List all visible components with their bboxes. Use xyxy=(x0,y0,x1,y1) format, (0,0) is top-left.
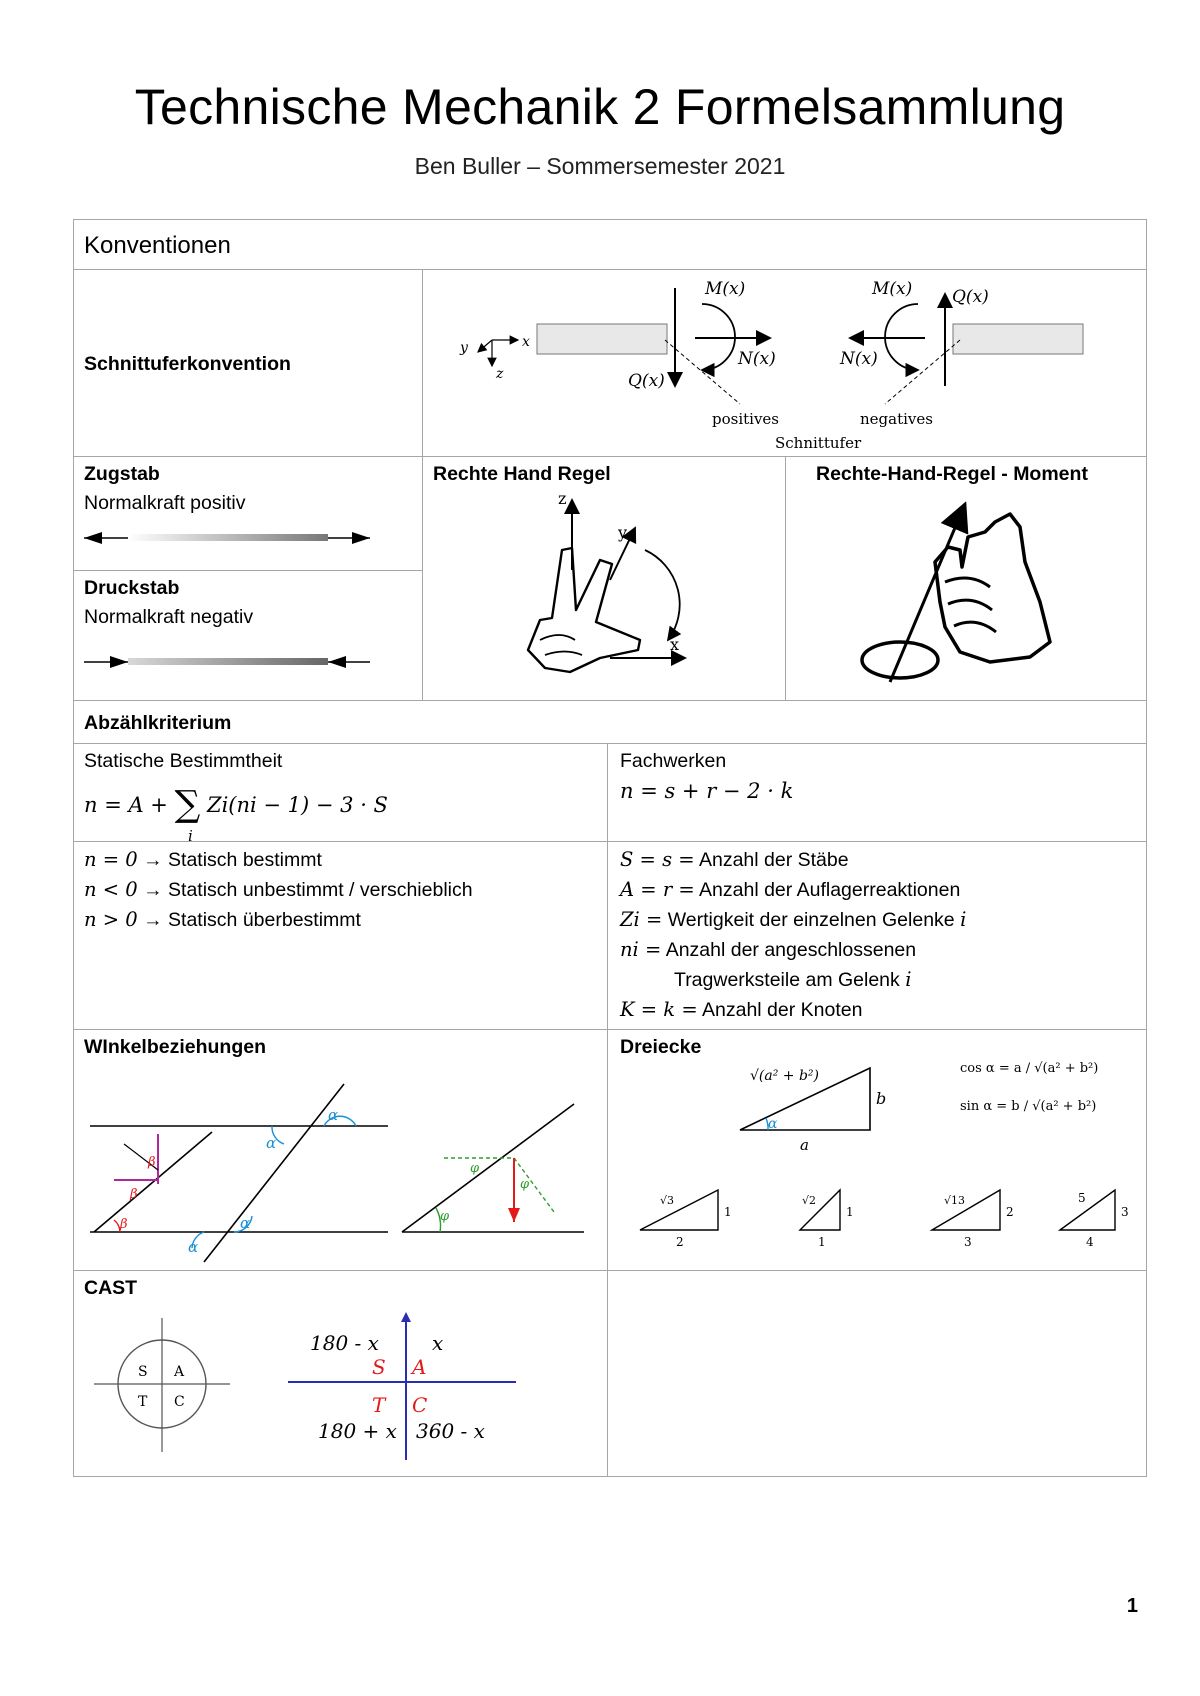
beta-label-2: β xyxy=(130,1187,138,1202)
dreiecke-diagram xyxy=(620,1038,1145,1268)
quadrant-2-letter: S xyxy=(372,1355,386,1379)
quadrant-3-letter: T xyxy=(372,1393,386,1417)
phi-label-2: φ xyxy=(470,1161,480,1176)
small-triangle-4 xyxy=(1060,1190,1129,1249)
right-hand-moment-icon xyxy=(850,492,1090,697)
beam-left xyxy=(537,324,667,354)
small-triangle-2 xyxy=(800,1190,854,1249)
page-subtitle: Ben Buller – Sommersemester 2021 xyxy=(414,153,786,179)
cos-formula: cos α = a / √(a² + b²) xyxy=(960,1061,1099,1076)
schnittufer-diagram xyxy=(440,274,1120,454)
condition-item: n > 0 → Statisch überbestimmt xyxy=(84,908,361,931)
right-hand-rule-icon xyxy=(500,490,700,690)
svg-text:1: 1 xyxy=(724,1205,732,1219)
svg-text:1: 1 xyxy=(846,1205,854,1219)
axis-z-label: z xyxy=(496,366,504,382)
axis-x-label: x xyxy=(522,334,530,350)
quadrant-1-expr: x xyxy=(432,1331,444,1355)
sin-formula: sin α = b / √(a² + b²) xyxy=(960,1099,1097,1114)
condition-item: n < 0 → Statisch unbestimmt / verschieblich xyxy=(84,878,473,901)
definition-item: K = k = Anzahl der Knoten xyxy=(620,998,863,1021)
section-heading-abzaehlkriterium: Abzählkriterium xyxy=(84,712,232,734)
cast-letter-s: S xyxy=(138,1364,148,1380)
beam-right xyxy=(953,324,1083,354)
schnittufer-caption: Schnittufer xyxy=(775,434,862,452)
small-triangle-3 xyxy=(932,1190,1014,1249)
negatives-caption: negatives xyxy=(860,410,933,428)
quadrant-4-letter: C xyxy=(412,1393,428,1417)
winkel-diagram xyxy=(84,1072,604,1267)
definition-item: Tragwerksteile am Gelenk i xyxy=(674,968,912,991)
coordinate-axes-icon xyxy=(459,334,530,382)
cast-letter-a: A xyxy=(174,1364,185,1380)
winkel-title: WInkelbeziehungen xyxy=(84,1036,267,1058)
rechte-hand-moment-title: Rechte-Hand-Regel - Moment xyxy=(816,463,1088,485)
small-triangle-1 xyxy=(640,1190,732,1249)
quadrant-3-expr: 180 + x xyxy=(318,1419,397,1443)
cast-letter-t: T xyxy=(138,1394,148,1410)
dreiecke-title: Dreiecke xyxy=(620,1036,702,1058)
hand-axis-z: z xyxy=(558,489,567,508)
zugstab-text: Normalkraft positiv xyxy=(84,492,246,514)
moment-left-label: M(x) xyxy=(705,279,746,299)
cast-quadrant-diagram xyxy=(288,1312,528,1462)
svg-text:1: 1 xyxy=(818,1235,826,1249)
alpha-label-4: α xyxy=(188,1238,199,1256)
svg-text:3: 3 xyxy=(964,1235,972,1249)
svg-text:√3: √3 xyxy=(660,1194,675,1207)
rechte-hand-title: Rechte Hand Regel xyxy=(433,463,611,485)
alpha-label-2: α xyxy=(266,1134,277,1152)
beta-label-1: β xyxy=(120,1217,128,1232)
svg-text:√13: √13 xyxy=(944,1194,966,1207)
page-title: Technische Mechanik 2 Formelsammlung xyxy=(134,79,1066,135)
page-number: 1 xyxy=(1126,1595,1138,1617)
schnittufer-label: Schnittuferkonvention xyxy=(84,353,291,375)
quadrant-1-letter: A xyxy=(412,1355,427,1379)
statische-bestimmtheit-formula: n = A + ∑ i Zi(ni − 1) − 3 · S xyxy=(84,784,388,845)
normal-left-label: N(x) xyxy=(738,349,776,369)
alpha-label-1: α xyxy=(328,1106,339,1124)
fachwerke-title: Fachwerken xyxy=(620,750,727,772)
svg-text:√2: √2 xyxy=(802,1194,817,1207)
condition-item: n = 0 → Statisch bestimmt xyxy=(84,848,322,871)
phi-label-1: φ xyxy=(440,1209,450,1224)
axis-y-label: y xyxy=(460,340,468,356)
quadrant-4-expr: 360 - x xyxy=(416,1419,485,1443)
definition-item: Zi = Wertigkeit der einzelnen Gelenke i xyxy=(620,908,967,931)
svg-text:5: 5 xyxy=(1078,1191,1086,1205)
main-hyp-label: √(a² + b²) xyxy=(750,1068,820,1084)
svg-text:3: 3 xyxy=(1121,1205,1129,1219)
druckstab-text: Normalkraft negativ xyxy=(84,606,254,628)
definition-item: A = r = Anzahl der Auflagerreaktionen xyxy=(620,878,961,901)
definition-item: S = s = Anzahl der Stäbe xyxy=(620,848,849,871)
shear-right-label: Q(x) xyxy=(952,287,989,307)
main-side-label: b xyxy=(876,1089,887,1108)
section-heading-konventionen: Konventionen xyxy=(84,232,231,259)
druckstab-title: Druckstab xyxy=(84,577,180,599)
main-alpha-label: α xyxy=(768,1116,778,1132)
moment-right-label: M(x) xyxy=(872,279,913,299)
hand-axis-x: x xyxy=(670,635,680,654)
quadrant-2-expr: 180 - x xyxy=(310,1331,379,1355)
statische-bestimmtheit-title: Statische Bestimmtheit xyxy=(84,750,283,772)
druckstab-bar-icon xyxy=(84,652,374,672)
zugstab-title: Zugstab xyxy=(84,463,160,485)
alpha-label-3: α xyxy=(240,1214,251,1232)
definition-list xyxy=(620,845,966,1025)
cast-title: CAST xyxy=(84,1277,138,1299)
condition-list xyxy=(84,845,473,935)
positives-caption: positives xyxy=(712,410,780,428)
main-base-label: a xyxy=(800,1136,809,1154)
svg-text:2: 2 xyxy=(1006,1205,1014,1219)
hand-axis-y: y xyxy=(618,523,628,542)
definition-item: ni = Anzahl der angeschlossenen xyxy=(620,938,917,961)
normal-right-label: N(x) xyxy=(840,349,878,369)
svg-text:4: 4 xyxy=(1086,1235,1094,1249)
zugstab-bar-icon xyxy=(84,528,374,548)
shear-left-label: Q(x) xyxy=(628,371,665,391)
fachwerke-formula: n = s + r − 2 · k xyxy=(620,779,794,803)
phi-label-3: φ xyxy=(520,1177,530,1192)
cast-circle-icon xyxy=(94,1318,234,1458)
cast-letter-c: C xyxy=(174,1394,185,1410)
beta-label-3: β xyxy=(148,1155,156,1170)
svg-text:2: 2 xyxy=(676,1235,684,1249)
